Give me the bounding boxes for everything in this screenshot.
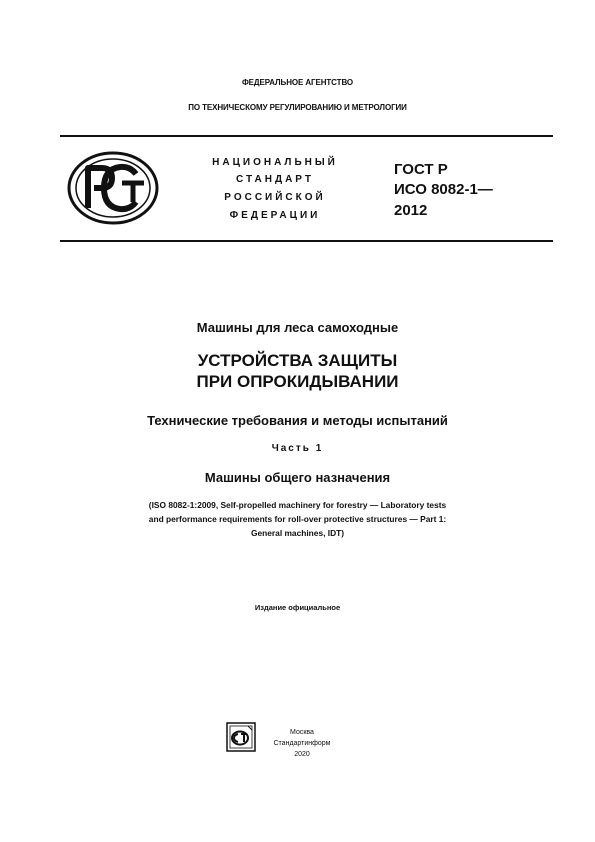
title-main-line2: ПРИ ОПРОКИДЫВАНИИ	[196, 372, 399, 391]
designation-line1: ГОСТ Р	[394, 161, 448, 178]
standartinform-logo-icon	[226, 722, 256, 752]
standard-type-line4: ФЕДЕРАЦИИ	[229, 210, 321, 221]
header-divider	[60, 135, 553, 137]
standard-type-line2: СТАНДАРТ	[236, 174, 314, 185]
designation-line2: ИСО 8082-1—	[394, 181, 493, 198]
title-group: Машины для леса самоходные	[196, 320, 399, 335]
designation-line3: 2012	[394, 202, 428, 219]
iso-reference-line1: (ISO 8082-1:2009, Self-propelled machinery for forestry — Laboratory tests	[148, 500, 447, 510]
publisher-city: Москва	[290, 729, 314, 736]
standard-type-line1: НАЦИОНАЛЬНЫЙ	[212, 157, 338, 168]
title-subtitle: Технические требования и методы испытаний	[147, 413, 448, 428]
title-part: Часть 1	[271, 443, 324, 454]
publisher-year: 2020	[294, 751, 310, 758]
iso-reference-line3: General machines, IDT)	[250, 528, 345, 538]
title-main-line1: УСТРОЙСТВА ЗАЩИТЫ	[197, 351, 398, 370]
publisher-name: Стандартинформ	[273, 740, 331, 747]
designation-divider	[60, 240, 553, 242]
edition-label: Издание официальное	[254, 603, 341, 612]
title-part-title: Машины общего назначения	[204, 470, 391, 485]
rst-conformity-mark-icon	[66, 150, 160, 226]
iso-reference-line2: and performance requirements for roll-over protective structures — Part 1:	[148, 514, 447, 524]
agency-name-line2: ПО ТЕХНИЧЕСКОМУ РЕГУЛИРОВАНИЮ И МЕТРОЛОГИИ	[188, 103, 407, 112]
agency-name-line1: ФЕДЕРАЛЬНОЕ АГЕНТСТВО	[241, 78, 354, 87]
standard-type-line3: РОССИЙСКОЙ	[224, 192, 326, 203]
